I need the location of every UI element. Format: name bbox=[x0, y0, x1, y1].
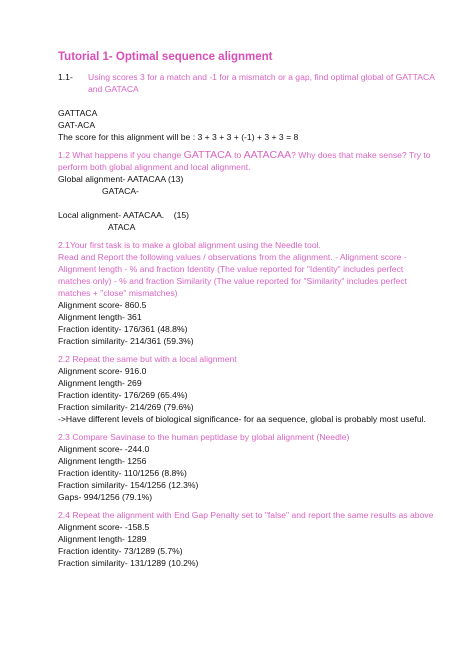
result-line: Alignment score- -244.0 bbox=[58, 444, 150, 454]
question-2-1-instructions: Read and Report the following values / observations from the alignment. - Alignment score - Alignment length - % and fraction Identity (The value reported for "Identity" includes perfect matches only) - % and fraction Similarity (The value reported for "Similarity" includes perfect matches + "close" mismatches) bbox=[58, 252, 408, 298]
result-line: Alignment score- 860.5 bbox=[58, 300, 147, 310]
result-line: Fraction similarity- 214/269 (79.6%) bbox=[58, 402, 194, 412]
alignment-seq1: GATTACA bbox=[58, 108, 98, 118]
result-line: Alignment length- 1256 bbox=[58, 456, 147, 466]
page-title: Tutorial 1- Optimal sequence alignment bbox=[58, 51, 273, 63]
question-2-2-heading: 2.2 Repeat the same but with a local alignment bbox=[58, 354, 237, 364]
result-line: Fraction similarity- 214/361 (59.3%) bbox=[58, 336, 194, 346]
result-line: Alignment score- 916.0 bbox=[58, 366, 147, 376]
question-1-2: 1.2 What happens if you change GATTACA to AATACAA? Why does that make sense? Try to perform both global alignment and local alignment. bbox=[58, 149, 431, 172]
result-line: Alignment length- 269 bbox=[58, 378, 142, 388]
result-line: Fraction similarity- 154/1256 (12.3%) bbox=[58, 480, 199, 490]
question-2-3-heading: 2.3 Compare Savinase to the human peptidase by global alignment (Needle) bbox=[58, 432, 350, 442]
local-alignment-line-1: Local alignment- AATACAA. (15) bbox=[58, 210, 190, 220]
question-2-4-heading: 2.4 Repeat the alignment with End Gap Penalty set to "false" and report the same results as above bbox=[58, 510, 434, 520]
result-line: Fraction identity- 176/361 (48.8%) bbox=[58, 324, 188, 334]
alignment-score-line: The score for this alignment will be : 3 + 3 + 3 + (-1) + 3 + 3 = 8 bbox=[58, 132, 299, 142]
result-line: Fraction similarity- 131/1289 (10.2%) bbox=[58, 558, 199, 568]
question-2-2-note: ->Have different levels of biological significance- for aa sequence, global is probably most useful. bbox=[58, 414, 426, 424]
question-1-1-number: 1.1- bbox=[58, 72, 73, 82]
result-line: Fraction identity- 110/1256 (8.8%) bbox=[58, 468, 187, 478]
document-content bbox=[58, 50, 438, 569]
result-line: Gaps- 994/1256 (79.1%) bbox=[58, 492, 153, 502]
local-alignment-line-2: ATACA bbox=[108, 222, 136, 232]
question-1-1 bbox=[58, 71, 438, 95]
result-line: Alignment length- 1289 bbox=[58, 534, 147, 544]
alignment-seq2: GAT-ACA bbox=[58, 120, 96, 130]
global-alignment-line-2: GATACA- bbox=[102, 186, 139, 196]
result-line: Fraction identity- 176/269 (65.4%) bbox=[58, 390, 188, 400]
global-alignment-line-1: Global alignment- AATACAA (13) bbox=[58, 174, 184, 184]
result-line: Alignment score- -158.5 bbox=[58, 522, 150, 532]
result-line: Alignment length- 361 bbox=[58, 312, 142, 322]
question-2-1-heading: 2.1Your first task is to make a global alignment using the Needle tool. bbox=[58, 240, 321, 250]
question-1-1-text: Using scores 3 for a match and -1 for a mismatch or a gap, find optimal global of GATTACA and GATACA bbox=[88, 72, 435, 94]
result-line: Fraction identity- 73/1289 (5.7%) bbox=[58, 546, 183, 556]
